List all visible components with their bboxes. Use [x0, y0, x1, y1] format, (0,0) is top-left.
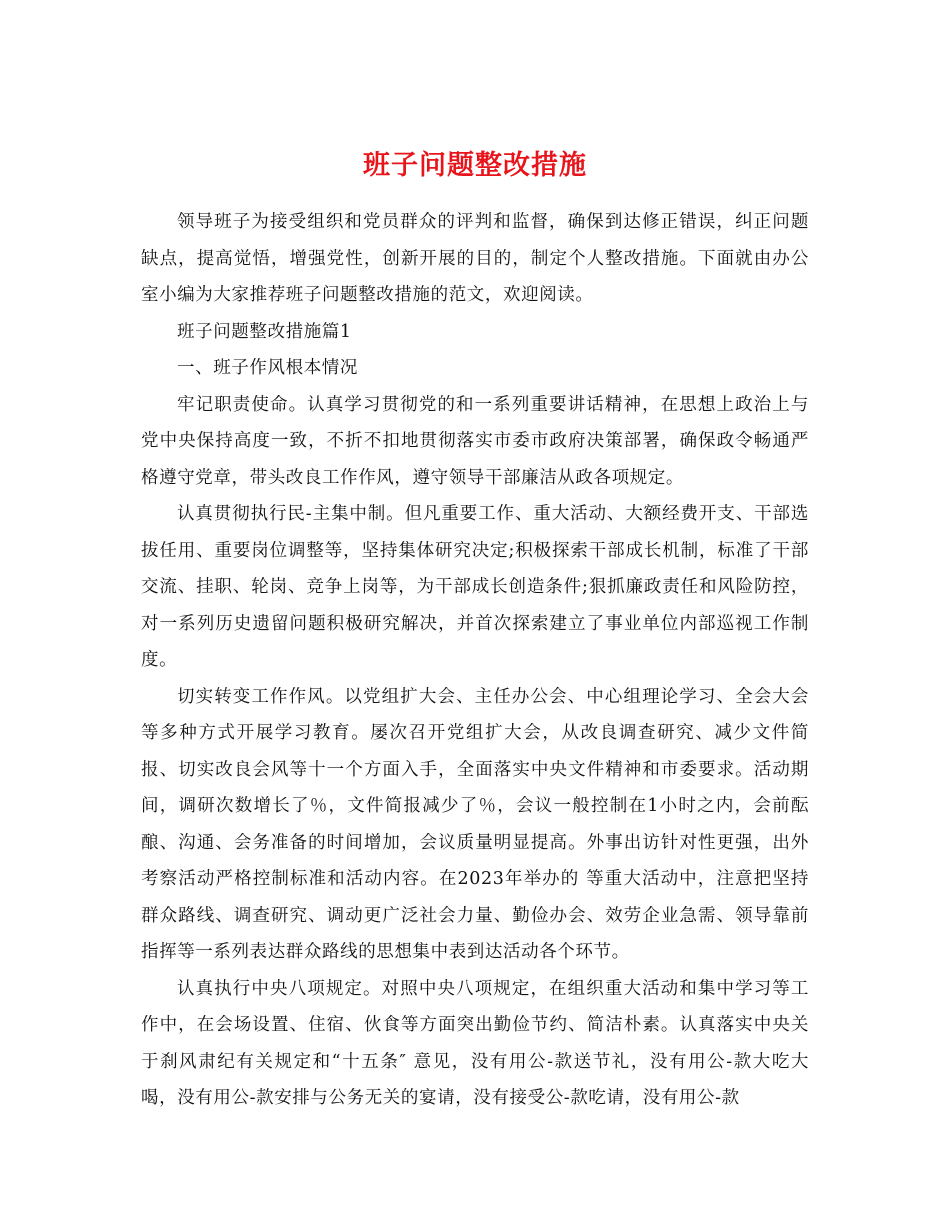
document-title: 班子问题整改措施: [363, 150, 587, 182]
subsection-heading: 一、班子作风根本情况: [177, 358, 358, 378]
document-body: [141, 204, 809, 1117]
intro-paragraph: 领导班子为接受组织和党员群众的评判和监督，确保到达修正错误，纠正问题缺点，提高觉悟，增强党性，创新开展的目的，制定个人整改措施。下面就由办公室小编为大家推荐班子问题整改措施的范文，欢迎阅读。: [141, 212, 809, 305]
body-paragraph: 切实转变工作作风。以党组扩大会、主任办公会、中心组理论学习、全会大会等多种方式开展学习教育。屡次召开党组扩大会，从改良调查研究、减少文件简报、切实改良会风等十一个方面入手，全面落实中央文件精神和市委要求。活动期间，调研次数增长了％，文件简报减少了％，会议一般控制在1小时之内，会前酝酿、沟通、会务准备的时间增加，会议质量明显提高。外事出访针对性更强，出外考察活动严格控制标准和活动内容。在2023年举办的 等重大活动中，注意把坚持群众路线、调查研究、调动更广泛社会力量、勤俭办会、效劳企业急需、领导靠前指挥等一系列表达群众路线的思想集中表到达活动各个环节。: [141, 686, 809, 962]
section-heading: 班子问题整改措施篇1: [177, 321, 352, 342]
body-paragraph: 认真执行中央八项规定。对照中央八项规定，在组织重大活动和集中学习等工作中，在会场设置、住宿、伙食等方面突出勤俭节约、简洁朴素。认真落实中央关于刹风肃纪有关规定和“十五条″ 意见，没有用公-款送节礼，没有用公-款大吃大喝，没有用公-款安排与公务无关的宴请，没有接受公-款吃请，没有用公-款: [141, 978, 809, 1108]
body-paragraph: 牢记职责使命。认真学习贯彻党的和一系列重要讲话精神，在思想上政治上与党中央保持高度一致，不折不扣地贯彻落实市委市政府决策部署，确保政令畅通严格遵守党章，带头改良工作作风，遵守领导干部廉洁从政各项规定。: [141, 394, 809, 488]
body-paragraph: 认真贯彻执行民-主集中制。但凡重要工作、重大活动、大额经费开支、干部选拔任用、重要岗位调整等，坚持集体研究决定;积极探索干部成长机制，标准了干部交流、挂职、轮岗、竞争上岗等，为干部成长创造条件;狠抓廉政责任和风险防控，对一系列历史遗留问题积极研究解决，并首次探索建立了事业单位内部巡视工作制度。: [141, 504, 809, 670]
